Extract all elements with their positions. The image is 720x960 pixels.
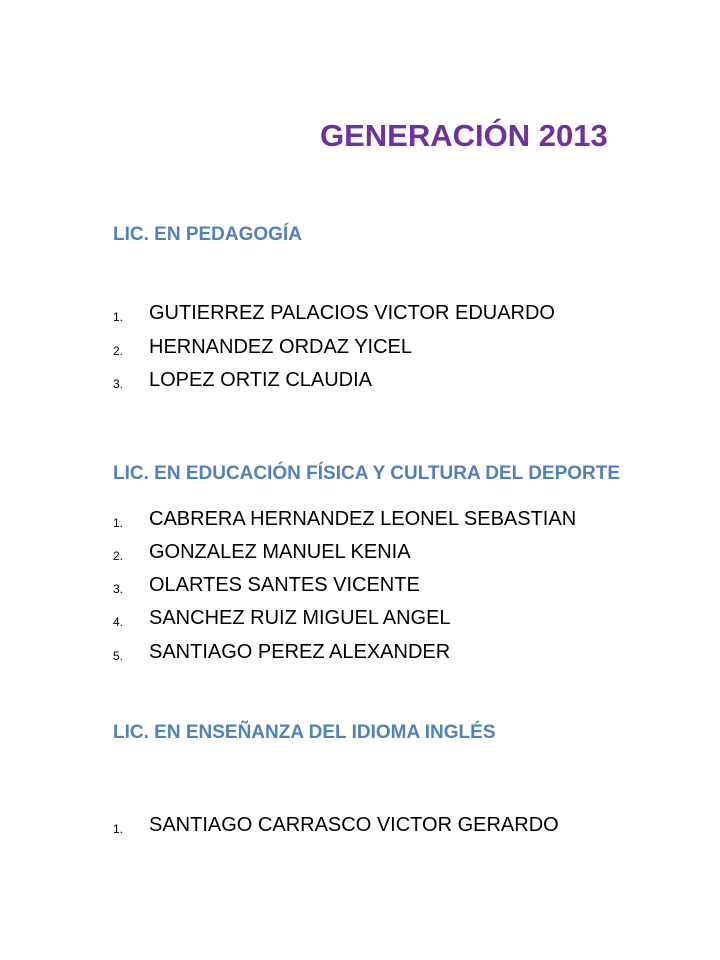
item-number: 1. <box>113 822 124 836</box>
item-number: 5. <box>113 649 124 663</box>
list-item <box>113 814 693 844</box>
item-number: 1. <box>113 310 124 324</box>
student-name: GONZALEZ MANUEL KENIA <box>149 541 411 563</box>
list-item <box>113 541 693 571</box>
item-number: 4. <box>113 615 124 629</box>
list-item <box>113 508 693 538</box>
student-name: SANTIAGO CARRASCO VICTOR GERARDO <box>149 814 559 836</box>
list-item <box>113 574 693 604</box>
student-name: LOPEZ ORTIZ CLAUDIA <box>149 369 373 391</box>
item-number: 3. <box>113 377 124 391</box>
item-number: 1. <box>113 516 124 530</box>
student-name: SANCHEZ RUIZ MIGUEL ANGEL <box>149 607 451 629</box>
list-item <box>113 369 693 399</box>
student-name: SANTIAGO PEREZ ALEXANDER <box>149 641 451 663</box>
student-name: OLARTES SANTES VICENTE <box>149 574 420 596</box>
list-item <box>113 302 693 332</box>
item-number: 2. <box>113 344 124 358</box>
section-heading-pedagogia: LIC. EN PEDAGOGÍA <box>113 224 302 245</box>
item-number: 2. <box>113 549 124 563</box>
item-number: 3. <box>113 582 124 596</box>
student-name: CABRERA HERNANDEZ LEONEL SEBASTIAN <box>149 508 577 530</box>
list-item <box>113 336 693 366</box>
student-name: HERNANDEZ ORDAZ YICEL <box>149 336 413 358</box>
page-title: GENERACIÓN 2013 <box>320 118 608 153</box>
student-name: GUTIERREZ PALACIOS VICTOR EDUARDO <box>149 302 555 324</box>
section-heading-educacion-fisica: LIC. EN EDUCACIÓN FÍSICA Y CULTURA DEL DEPORTE <box>113 463 621 484</box>
list-item <box>113 607 693 637</box>
section-heading-ingles: LIC. EN ENSEÑANZA DEL IDIOMA INGLÉS <box>113 722 496 743</box>
list-item <box>113 641 693 671</box>
